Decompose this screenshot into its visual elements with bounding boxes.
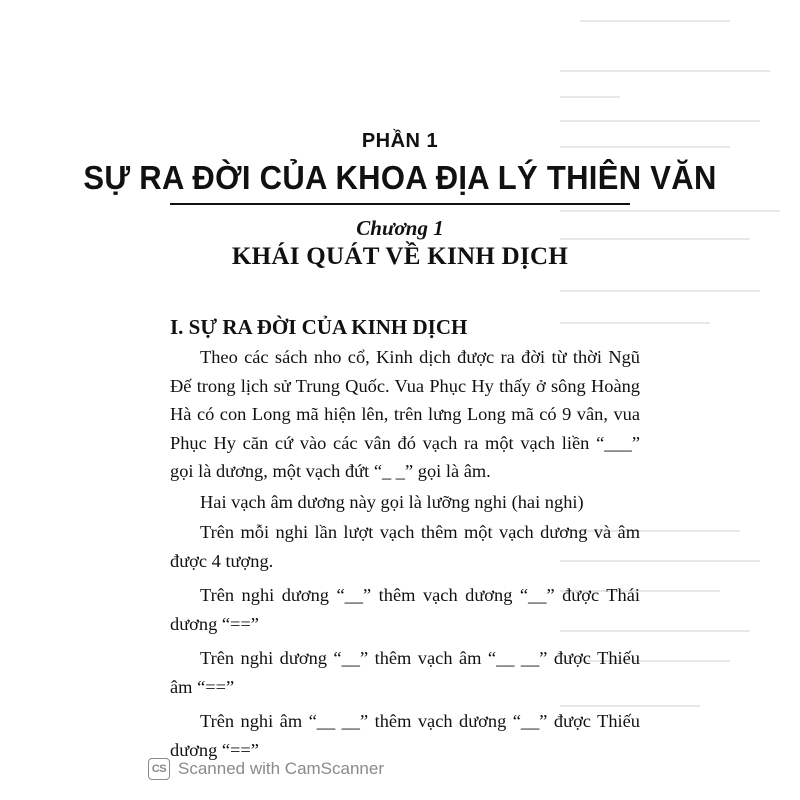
paragraph: Trên nghi dương “__” thêm vạch dương “__” được Thái dương “==” <box>170 585 640 634</box>
body-text <box>170 343 640 766</box>
part-label: PHẦN 1 <box>361 130 439 152</box>
paragraph: Trên nghi âm “__ __” thêm vạch dương “__” được Thiếu dương “==” <box>170 711 640 760</box>
title-underline <box>170 203 630 205</box>
section-heading: I. SỰ RA ĐỜI CỦA KINH DỊCH <box>170 315 468 339</box>
part-title: SỰ RA ĐỜI CỦA KHOA ĐỊA LÝ THIÊN VĂN <box>83 158 717 197</box>
paragraph: Theo các sách nho cổ, Kinh dịch được ra đời từ thời Ngũ Đế trong lịch sử Trung Quốc. Vua Phục Hy thấy ở sông Hoàng Hà có con Long mã hiện lên, trên lưng Long mã có 9 vân, vua Phục Hy căn cứ vào các vân đó vạch ra một vạch liền “___” gọi là dương, một vạch đứt “_ _” gọi là âm. <box>170 347 640 481</box>
camscanner-logo-icon: CS <box>148 758 170 780</box>
camscanner-watermark <box>148 757 384 781</box>
paragraph: Trên nghi dương “__” thêm vạch âm “__ __” được Thiếu âm “==” <box>170 648 640 697</box>
chapter-title: KHÁI QUÁT VỀ KINH DỊCH <box>231 243 569 270</box>
paragraph: Hai vạch âm dương này gọi là lưỡng nghi (hai nghi) <box>200 491 584 512</box>
paragraph: Trên mỗi nghi lần lượt vạch thêm một vạch dương và âm được 4 tượng. <box>170 522 640 571</box>
watermark-text: Scanned with CamScanner <box>178 759 385 778</box>
chapter-label: Chương 1 <box>356 216 444 240</box>
